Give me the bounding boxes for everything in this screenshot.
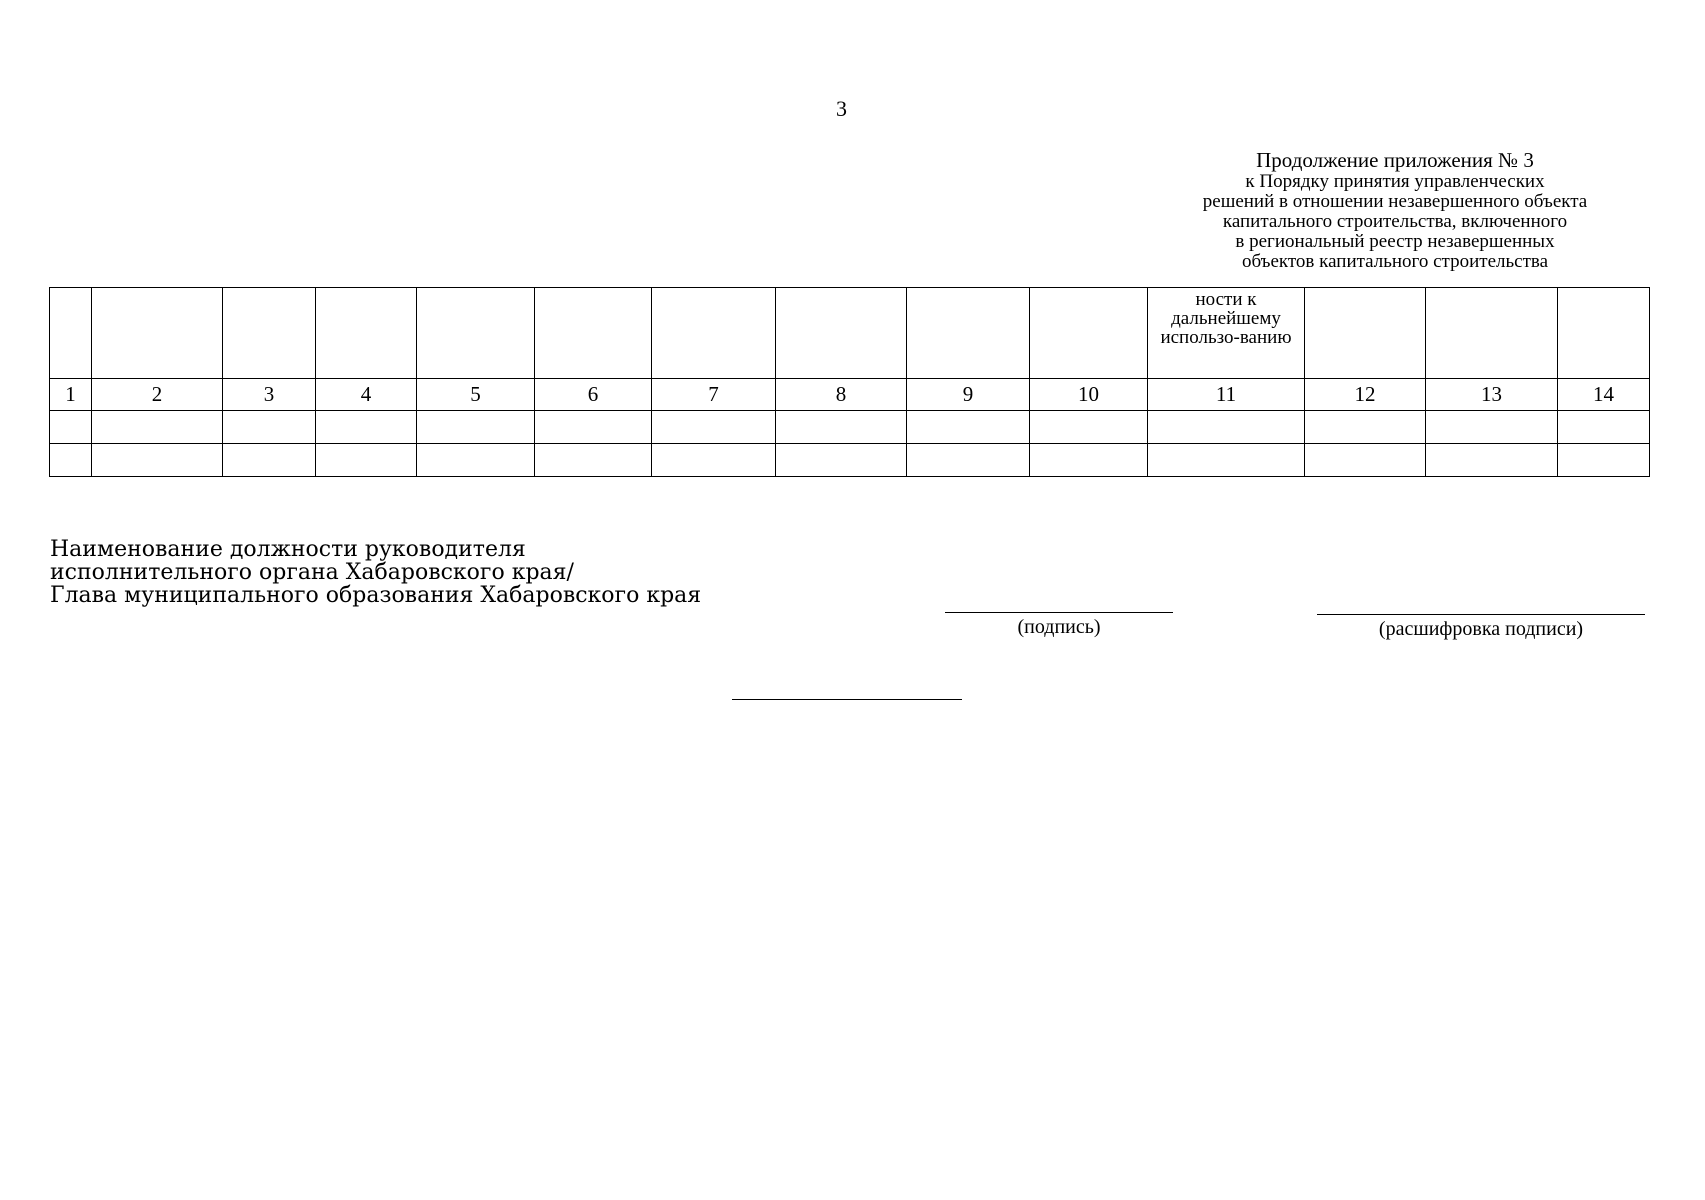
appendix-line: к Порядку принятия управленческих: [1245, 171, 1545, 192]
registry-table: [49, 287, 1650, 477]
table-cell: [50, 444, 92, 477]
table-cell: [652, 444, 776, 477]
table-cell: [776, 444, 907, 477]
signature-line: [945, 612, 1173, 613]
column-number-row: [50, 379, 1650, 411]
closing-divider: [732, 699, 962, 700]
table-cell: [1148, 411, 1305, 444]
appendix-header: [1140, 148, 1650, 272]
signature-label: (подпись): [1017, 616, 1101, 638]
table-row: [50, 444, 1650, 477]
column-number: 2: [92, 379, 223, 411]
table-cell: [907, 411, 1030, 444]
table-header-cell: [907, 288, 1030, 379]
table-cell: [652, 411, 776, 444]
table-cell: [535, 444, 652, 477]
table-cell: [417, 444, 535, 477]
caption-line: исполнительного органа Хабаровского края/: [50, 560, 574, 585]
table-cell: [1305, 411, 1426, 444]
appendix-line: капитального строительства, включенного: [1222, 211, 1568, 232]
table-cell: [50, 411, 92, 444]
table-header-cell: [535, 288, 652, 379]
table-cell: [1148, 444, 1305, 477]
signature-decoding-line: [1317, 614, 1645, 615]
table-cell: [417, 411, 535, 444]
column-number: 1: [50, 379, 92, 411]
table-cell: [1030, 411, 1148, 444]
column-number: 5: [417, 379, 535, 411]
table-cell: [1426, 444, 1558, 477]
table-cell: [1305, 444, 1426, 477]
table-header-cell-11: ности к дальнейшему использо-ванию: [1148, 288, 1305, 379]
column-number: 3: [223, 379, 316, 411]
table-cell: [316, 411, 417, 444]
table-header-cell: [1305, 288, 1426, 379]
table-header-cell: [50, 288, 92, 379]
caption-line: Глава муниципального образования Хабаровского края: [50, 583, 702, 608]
column-number: 11: [1148, 379, 1305, 411]
column-number: 13: [1426, 379, 1558, 411]
table-header-cell: [92, 288, 223, 379]
caption-line: Наименование должности руководителя: [50, 537, 526, 562]
column-number: 6: [535, 379, 652, 411]
table-header-cell: [1558, 288, 1650, 379]
table-cell: [907, 444, 1030, 477]
table-row: [50, 411, 1650, 444]
table-cell: [535, 411, 652, 444]
column-number: 4: [316, 379, 417, 411]
column-number: 12: [1305, 379, 1426, 411]
table-header-cell: [652, 288, 776, 379]
signature-decoding-label: (расшифровка подписи): [1378, 618, 1584, 640]
column-number: 8: [776, 379, 907, 411]
column-number: 7: [652, 379, 776, 411]
table-header-cell: [316, 288, 417, 379]
table-header-cell: [776, 288, 907, 379]
table-cell: [223, 444, 316, 477]
table-cell: [1558, 444, 1650, 477]
appendix-line: в региональный реестр незавершенных: [1235, 231, 1555, 252]
table-header-row: [50, 288, 1650, 379]
table-cell: [1558, 411, 1650, 444]
appendix-line: объектов капитального строительства: [1241, 251, 1549, 272]
table-header-cell: [1030, 288, 1148, 379]
official-position-caption: [50, 538, 701, 607]
appendix-title: Продолжение приложения № 3: [1256, 148, 1534, 172]
table-cell: [92, 444, 223, 477]
table-cell: [776, 411, 907, 444]
table-cell: [223, 411, 316, 444]
column-number: 10: [1030, 379, 1148, 411]
table-cell: [316, 444, 417, 477]
table-header-cell: [1426, 288, 1558, 379]
table-cell: [1030, 444, 1148, 477]
page-number: 3: [836, 96, 847, 121]
table-cell: [1426, 411, 1558, 444]
table-header-cell: [417, 288, 535, 379]
table-cell: [92, 411, 223, 444]
column-number: 9: [907, 379, 1030, 411]
table-header-cell: [223, 288, 316, 379]
column-number: 14: [1558, 379, 1650, 411]
appendix-line: решений в отношении незавершенного объекта: [1202, 191, 1588, 212]
